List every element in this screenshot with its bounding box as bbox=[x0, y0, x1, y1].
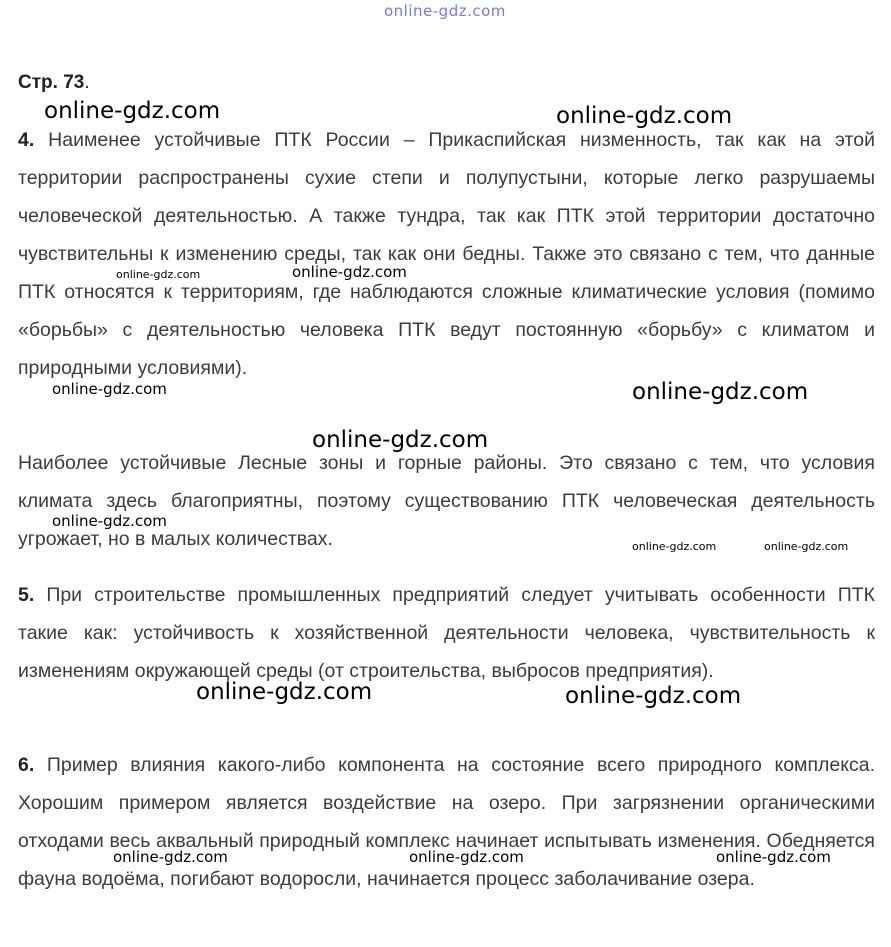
watermark: online-gdz.com bbox=[632, 540, 717, 553]
answer-text: Наиболее устойчивые Лесные зоны и горные районы. Это связано с тем, что условия климата здесь благоприятны, поэтому существованию ПТК человеческая деятельность угрожает, но в малых количествах. bbox=[18, 452, 875, 550]
watermark: online-gdz.com bbox=[292, 263, 407, 281]
watermark: online-gdz.com bbox=[44, 98, 221, 124]
page-title-text: Стр. 73 bbox=[18, 72, 85, 93]
answer-text: Пример влияния какого-либо компонента на состояние всего природного комплекса. Хорошим примером является воздействие на озеро. При загрязнении органическими отходами весь аквальный природный комплекс начинает испытывать изменения. Обедняется фауна водоёма, погибают водоросли, начинается процесс заболачивание озера. bbox=[18, 754, 875, 890]
answer-4-continuation-paragraph bbox=[18, 444, 875, 558]
watermark: online-gdz.com bbox=[556, 103, 733, 129]
watermark: online-gdz.com bbox=[196, 679, 373, 705]
watermark: online-gdz.com bbox=[312, 427, 489, 453]
answer-4-paragraph bbox=[18, 121, 875, 387]
watermark: online-gdz.com bbox=[52, 512, 167, 530]
page-title bbox=[18, 72, 90, 94]
answer-6-paragraph bbox=[18, 746, 875, 898]
site-watermark: online-gdz.com bbox=[384, 2, 506, 20]
answer-number: 4. bbox=[18, 129, 35, 151]
answer-5-paragraph bbox=[18, 576, 875, 690]
watermark: online-gdz.com bbox=[632, 379, 809, 405]
watermark: online-gdz.com bbox=[565, 683, 742, 709]
watermark: online-gdz.com bbox=[409, 848, 524, 866]
watermark: online-gdz.com bbox=[116, 268, 201, 281]
watermark: online-gdz.com bbox=[52, 380, 167, 398]
answer-text: Наименее устойчивые ПТК России – Прикаспийская низменность, так как на этой территории распространены сухие степи и полупустыни, которые легко разрушаемы человеческой деятельностью. А также тундра, так как ПТК этой территории достаточно чувствительны к изменению среды, так как они бедны. Также это связано с тем, что данные ПТК относятся к территориям, где наблюдаются сложные климатические условия (помимо «борьбы» с деятельностью человека ПТК ведут постоянную «борьбу» с климатом и природными условиями). bbox=[18, 129, 876, 379]
page-title-suffix: . bbox=[84, 72, 90, 93]
answer-number: 5. bbox=[18, 584, 35, 606]
watermark: online-gdz.com bbox=[716, 848, 831, 866]
answer-number: 6. bbox=[18, 754, 35, 776]
answer-text: При строительстве промышленных предприятий следует учитывать особенности ПТК такие как: устойчивость к хозяйственной деятельности человека, чувствительность к изменениям окружающей среды (от строительства, выбросов предприятия). bbox=[18, 584, 876, 682]
watermark: online-gdz.com bbox=[764, 540, 849, 553]
watermark: online-gdz.com bbox=[113, 848, 228, 866]
